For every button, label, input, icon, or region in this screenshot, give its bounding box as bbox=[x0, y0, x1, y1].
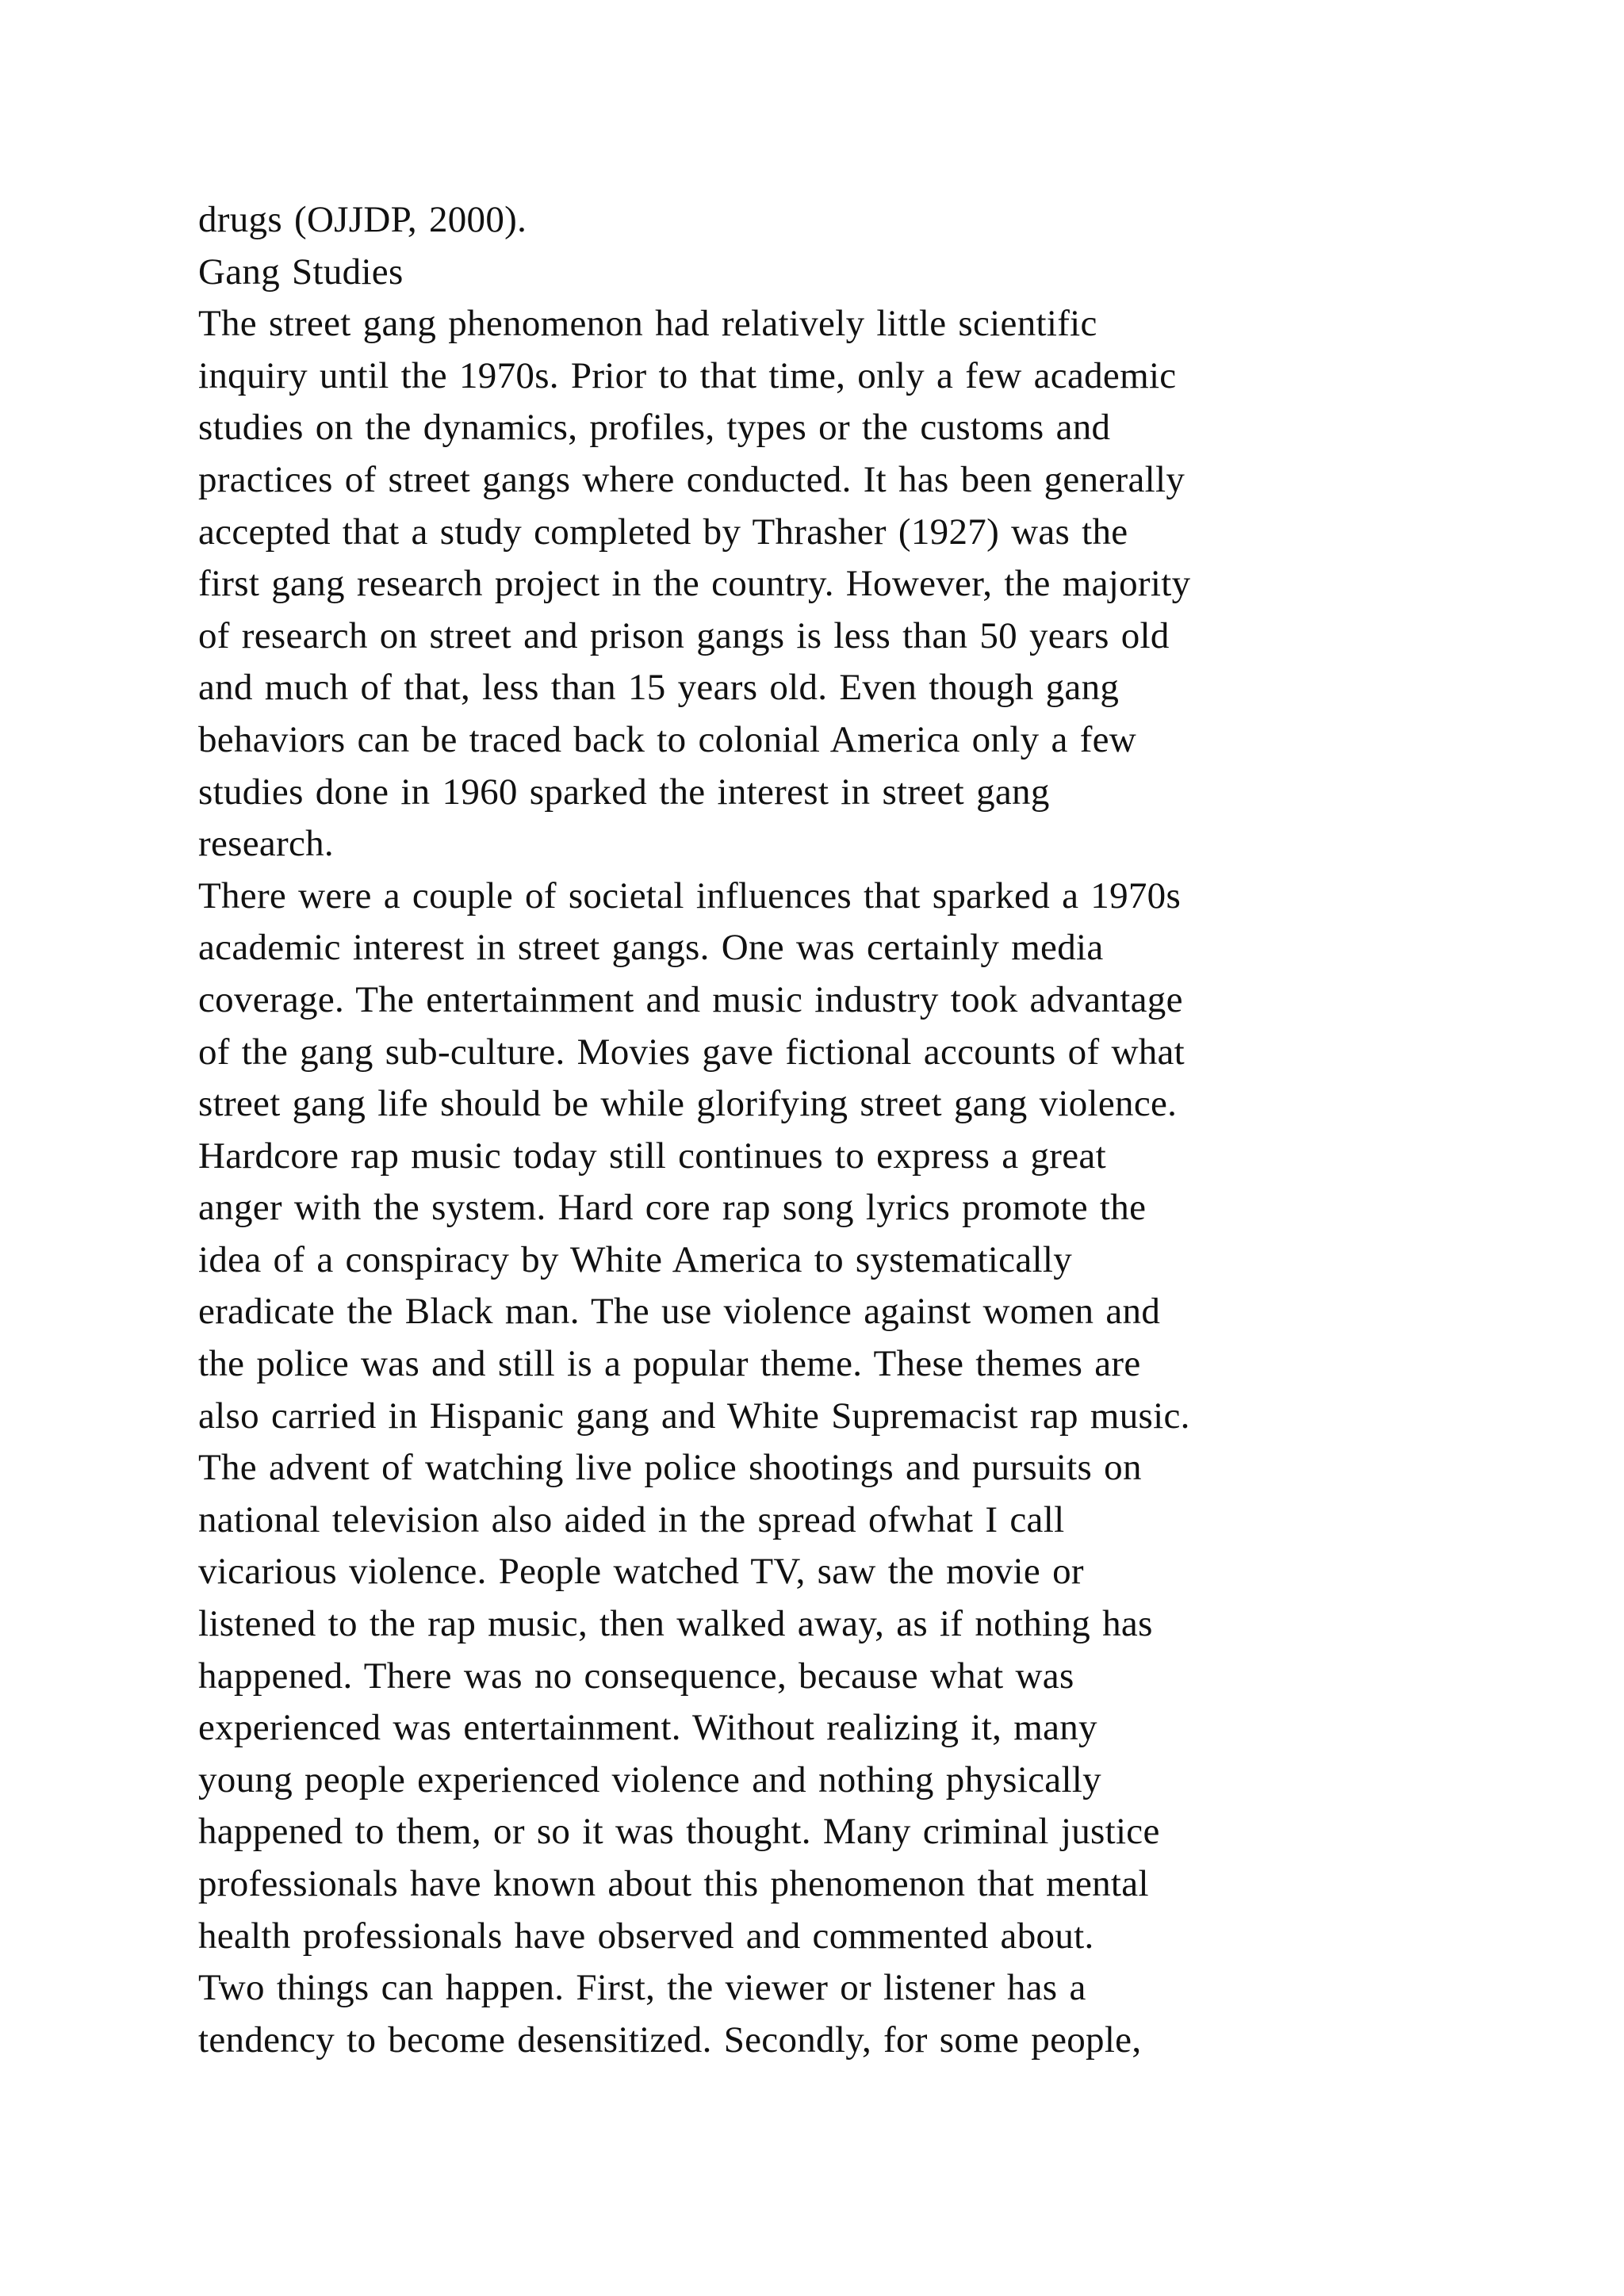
text-line: studies on the dynamics, profiles, types or the customs and bbox=[198, 407, 1111, 449]
text-line: also carried in Hispanic gang and White Supremacist rap music. bbox=[198, 1395, 1190, 1437]
text-line: young people experienced violence and nothing physically bbox=[198, 1758, 1101, 1800]
text-line: The street gang phenomenon had relatively little scientific bbox=[198, 303, 1097, 345]
text-line: The advent of watching live police shootings and pursuits on bbox=[198, 1447, 1142, 1489]
text-line: health professionals have observed and commented about. bbox=[198, 1915, 1094, 1957]
text-line: experienced was entertainment. Without realizing it, many bbox=[198, 1707, 1097, 1749]
text-line: tendency to become desensitized. Secondly, for some people, bbox=[198, 2019, 1142, 2061]
text-line: happened. There was no consequence, because what was bbox=[198, 1655, 1074, 1697]
text-line: eradicate the Black man. The use violence against women and bbox=[198, 1291, 1161, 1333]
text-line: research. bbox=[198, 823, 334, 865]
text-line: national television also aided in the spread ofwhat I call bbox=[198, 1498, 1065, 1540]
text-line: professionals have known about this phenomenon that mental bbox=[198, 1863, 1149, 1904]
text-line: of the gang sub-culture. Movies gave fictional accounts of what bbox=[198, 1031, 1185, 1073]
text-line: the police was and still is a popular theme. These themes are bbox=[198, 1343, 1141, 1385]
text-line: There were a couple of societal influences that sparked a 1970s bbox=[198, 874, 1182, 916]
text-line: vicarious violence. People watched TV, saw the movie or bbox=[198, 1551, 1084, 1593]
text-line: listened to the rap music, then walked away, as if nothing has bbox=[198, 1603, 1153, 1645]
text-line: inquiry until the 1970s. Prior to that time, only a few academic bbox=[198, 354, 1177, 396]
text-line: street gang life should be while glorifying street gang violence. bbox=[198, 1083, 1178, 1125]
body-text bbox=[198, 194, 1546, 2066]
text-line: Hardcore rap music today still continues to express a great bbox=[198, 1135, 1106, 1177]
text-line: studies done in 1960 sparked the interest in street gang bbox=[198, 771, 1050, 813]
text-line: first gang research project in the country. However, the majority bbox=[198, 563, 1191, 605]
text-line: and much of that, less than 15 years old. Even though gang bbox=[198, 667, 1120, 709]
text-line: of research on street and prison gangs is less than 50 years old bbox=[198, 614, 1170, 656]
section-heading: Gang Studies bbox=[198, 251, 404, 293]
text-line: accepted that a study completed by Thrasher (1927) was the bbox=[198, 511, 1128, 553]
text-line: academic interest in street gangs. One was certainly media bbox=[198, 927, 1104, 969]
text-line: drugs (OJJDP, 2000). bbox=[198, 199, 527, 240]
text-line: idea of a conspiracy by White America to systematically bbox=[198, 1238, 1072, 1280]
text-line: behaviors can be traced back to colonial America only a few bbox=[198, 718, 1137, 760]
text-line: happened to them, or so it was thought. Many criminal justice bbox=[198, 1811, 1160, 1853]
text-line: coverage. The entertainment and music industry took advantage bbox=[198, 978, 1183, 1020]
text-line: Two things can happen. First, the viewer or listener has a bbox=[198, 1967, 1086, 2009]
text-line: anger with the system. Hard core rap song lyrics promote the bbox=[198, 1187, 1147, 1229]
text-line: practices of street gangs where conducted. It has been generally bbox=[198, 458, 1185, 500]
